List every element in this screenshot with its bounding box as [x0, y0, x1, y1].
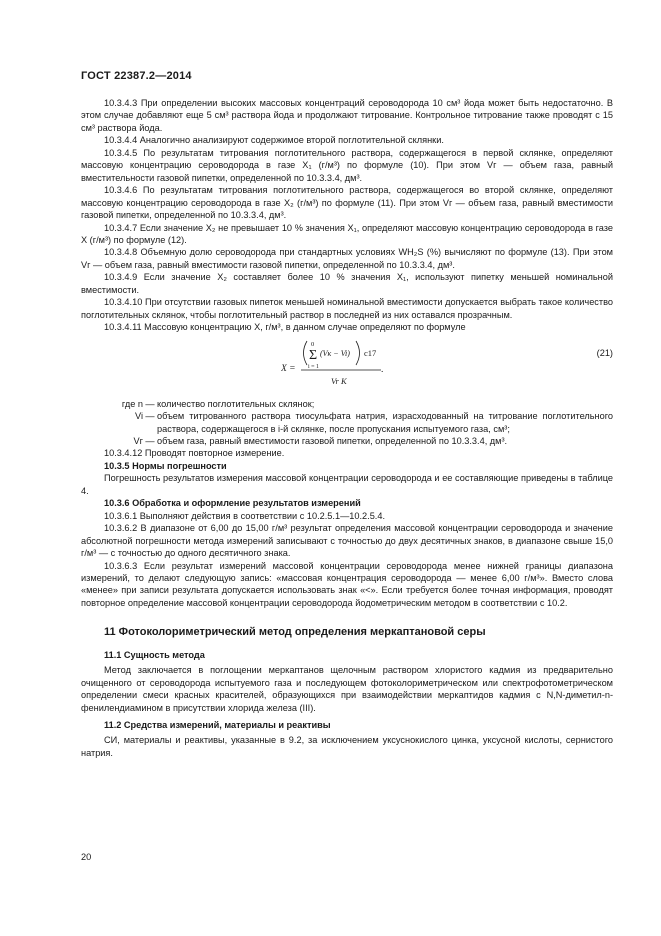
- document-body: [81, 97, 613, 759]
- paragraph-10-3-4-7: 10.3.4.7 Если значение X₂ не превышает 10 % значения X₁, определяют массовую концентрацию сероводорода в газе X (г/м³) по формуле (12).: [81, 222, 613, 245]
- paragraph-10-3-4-11: 10.3.4.11 Массовую концентрацию X, г/м³, в данном случае определяют по формуле: [104, 322, 466, 333]
- where-term: где n: [121, 398, 143, 409]
- paragraph-10-3-6-1: 10.3.6.1 Выполняют действия в соответствии с 10.2.5.1—10.2.5.4.: [104, 510, 386, 521]
- subheading-11-1: 11.1 Сущность метода: [104, 649, 205, 660]
- paragraph-10-3-4-3: 10.3.4.3 При определении высоких массовых концентраций сероводорода 10 см³ йода может быть недостаточно. В этом случае добавляют еще 5 см³ раствора йода и продолжают титрование. Контрольное титрование также проводят с 15 см³ раствора йода.: [81, 98, 613, 133]
- paragraph-10-3-4-10: 10.3.4.10 При отсутствии газовых пипеток меньшей номинальной вместимости допускается выбрать такое количество поглотительных склянок, чтобы поглотительный раствор в последней из них оставался прозрачным.: [81, 297, 613, 320]
- paragraph-10-3-4-8: 10.3.4.8 Объемную долю сероводорода при стандартных условиях WH₂S (%) вычисляют по формуле (13). При этом Vг — объем газа, равный вместимости газовой пипетки, определенной по 10.3.3.4, дм³.: [81, 247, 613, 270]
- paragraph-10-3-4-9: 10.3.4.9 Если значение X₂ составляет более 10 % значения X₁, используют пипетку меньшей номинальной вместимости.: [81, 272, 613, 295]
- subheading-10-3-5: 10.3.5 Нормы погрешности: [104, 460, 227, 471]
- where-dash: —: [145, 435, 155, 446]
- subheading-10-3-6: 10.3.6 Обработка и оформление результатов измерений: [104, 498, 361, 509]
- paragraph-10-3-4-4: 10.3.4.4 Аналогично анализируют содержимое второй поглотительной склянки.: [104, 135, 444, 146]
- equation-number: (21): [596, 347, 613, 358]
- where-dash: —: [145, 411, 155, 422]
- paragraph-10-3-6-2: 10.3.6.2 В диапазоне от 6,00 до 15,00 г/м³ результат определения массовой концентрации сероводорода и значение абсолютной погрешности метода измерений записывают с точностью до двух десятичных знаков, в диапазоне свыше 15,0 г/м³ — с точностью до одного десятичного знака.: [81, 523, 613, 559]
- paragraph-10-3-4-5: 10.3.4.5 По результатам титрования поглотительного раствора, содержащегося в первой склянке, определяют массовую концентрацию сероводорода в газе X₁ (г/м³) по формуле (10). При этом Vг — объем газа, равный вместительности газовой пипетки, определенной по 10.3.3.4, дм³.: [81, 147, 613, 183]
- formula-period: .: [381, 364, 384, 375]
- where-term: Vг: [133, 435, 143, 446]
- paragraph-10-3-4-6: 10.3.4.6 По результатам титрования поглотительного раствора, содержащегося во второй склянке, определяют массовую концентрацию сероводорода в газе X₂ (г/м³) по формуле (11). При этом Vг — объем газа, равный вместимости газовой пипетки, определенной по 10.3.3.4, дм³.: [81, 185, 613, 221]
- where-definition: объем титрованного раствора тиосульфата натрия, израсходованный на титрование поглотительного раствора, содержащегося в i-й склянке, после пропускания испытуемого газа, см³;: [157, 411, 613, 434]
- section-11-title: 11 Фотоколориметрический метод определения меркаптановой серы: [104, 626, 486, 639]
- where-definition: объем газа, равный вместимости газовой пипетки, определенной по 10.3.3.4, дм³.: [157, 435, 508, 446]
- paragraph-10-3-4-12: 10.3.4.12 Проводят повторное измерение.: [104, 448, 285, 459]
- summation-icon: Σ: [309, 347, 318, 363]
- paragraph-11-2: СИ, материалы и реактивы, указанные в 9.2, за исключением уксуснокислого цинка, уксусной кислоты, сернистого натрия.: [81, 735, 613, 758]
- formula-lhs: X =: [281, 363, 296, 374]
- formula-coef: c17: [364, 347, 377, 358]
- paragraph-11-1: Метод заключается в поглощении меркаптанов щелочным раствором хлористого кадмия из предварительно очищенного от сероводорода испытуемого газа и последующем фотоколориметрическом или спектрофотометрическом определении смеси красных красителей, образующихся при взаимодействии меркаптидов кадмия с N,N-диметил-n-фенилендиамином в присутствии хлорида железа (III).: [81, 665, 613, 713]
- where-item-n: [81, 398, 613, 410]
- formula-sum-bottom: i = 1: [308, 363, 320, 370]
- where-term: Vi: [134, 411, 143, 422]
- formula-denominator: Vr K: [331, 375, 347, 386]
- formula-graphic: [281, 338, 501, 394]
- where-definition: количество поглотительных склянок;: [157, 398, 315, 409]
- paragraph-tolerances: Погрешность результатов измерения массовой концентрации сероводорода и ее составляющие приведены в таблице 4.: [81, 473, 613, 496]
- page-number: 20: [81, 852, 92, 862]
- formula-inner: (Vк − Vi): [320, 348, 350, 358]
- paragraph-10-3-6-3: 10.3.6.3 Если результат измерений массовой концентрации сероводорода менее нижней границы диапазона измерений, то делают следующую запись: «массовая концентрация сероводорода — менее 6,00 г/м³». Вместо слова «менее» при записи результата допускается использовать знак «<». Если требуется более точная информация, проводят повторное определение массовой концентрации сероводорода йодометрическим методом в соответствии с 10.2.: [81, 560, 613, 608]
- formula-sum-top: 0: [311, 340, 315, 348]
- document-header: ГОСТ 22387.2—2014: [81, 70, 192, 82]
- formula-21: [81, 338, 613, 394]
- subheading-11-2: 11.2 Средства измерений, материалы и реактивы: [104, 720, 331, 731]
- where-item-vi: [81, 410, 613, 435]
- where-dash: —: [145, 398, 155, 409]
- where-item-vg: [81, 435, 613, 447]
